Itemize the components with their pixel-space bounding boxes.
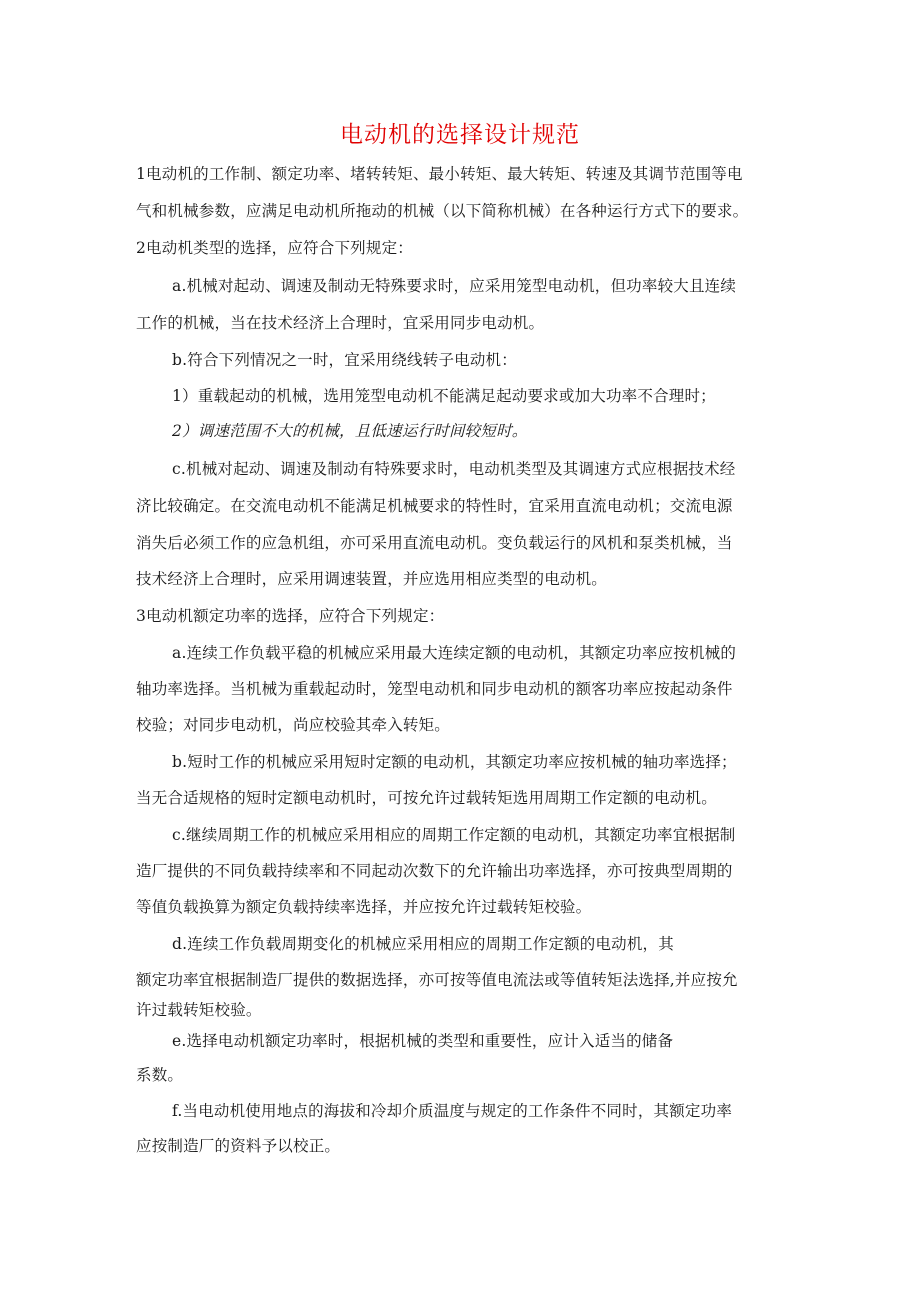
text-line: 气和机械参数，应满足电动机所拖动的机械（以下简称机械）在各种运行方式下的要求。 <box>136 202 749 220</box>
text-line: 3电动机额定功率的选择，应符合下列规定： <box>136 607 445 625</box>
text-line: a.机械对起动、调速及制动无特殊要求时，应采用笼型电动机，但功率较大且连续 <box>172 277 737 295</box>
text-line: c.机械对起动、调速及制动有特殊要求时，电动机类型及其调速方式应根据技术经 <box>172 460 736 478</box>
text-line: 济比较确定。在交流电动机不能满足机械要求的特性时，宜采用直流电动机；交流电源 <box>136 497 733 515</box>
page-title: 电动机的选择设计规范 <box>340 122 580 148</box>
text-line: 工作的机械，当在技术经济上合理时，宜采用同步电动机。 <box>136 314 545 332</box>
text-line: a.连续工作负载平稳的机械应采用最大连续定额的电动机，其额定功率应按机械的 <box>172 644 737 662</box>
text-line: 消失后必须工作的应急机组，亦可采用直流电动机。变负载运行的风机和泵类机械，当 <box>136 534 733 552</box>
text-line: 应按制造厂的资料予以校正。 <box>136 1137 341 1155</box>
text-line: 额定功率宜根据制造厂提供的数据选择，亦可按等值电流法或等值转矩法选择,并应按允 <box>136 971 738 989</box>
text-line: 等值负载换算为额定负载持续率选择，并应按允许过载转矩校验。 <box>136 898 592 916</box>
text-line: 许过载转矩校验。 <box>136 1001 262 1019</box>
text-line: e.选择电动机额定功率时，根据机械的类型和重要性，应计入适当的储备 <box>172 1032 674 1050</box>
text-line: 2）调速范围不大的机械，且低速运行时间较短时。 <box>172 422 528 440</box>
text-line: 1电动机的工作制、额定功率、堵转转矩、最小转矩、最大转矩、转速及其调节范围等电 <box>136 165 743 183</box>
text-line: 造厂提供的不同负载持续率和不同起动次数下的允许输出功率选择，亦可按典型周期的 <box>136 862 733 880</box>
text-line: 技术经济上合理时，应采用调速装置，并应选用相应类型的电动机。 <box>136 570 608 588</box>
text-line: b.短时工作的机械应采用短时定额的电动机，其额定功率应按机械的轴功率选择； <box>172 753 737 771</box>
text-line: 校验；对同步电动机，尚应校验其牵入转矩。 <box>136 716 451 734</box>
text-line: f.当电动机使用地点的海拔和冷却介质温度与规定的工作条件不同时，其额定功率 <box>172 1102 733 1120</box>
text-line: d.连续工作负载周期变化的机械应采用相应的周期工作定额的电动机，其 <box>172 935 674 953</box>
text-line: c.继续周期工作的机械应采用相应的周期工作定额的电动机，其额定功率宜根据制 <box>172 826 736 844</box>
text-line: b.符合下列情况之一时，宜采用绕线转子电动机： <box>172 351 517 369</box>
text-line: 1）重载起动的机械，选用笼型电动机不能满足起动要求或加大功率不合理时； <box>172 387 716 405</box>
text-line: 当无合适规格的短时定额电动机时，可按允许过载转矩选用周期工作定额的电动机。 <box>136 789 717 807</box>
text-line: 轴功率选择。当机械为重载起动时，笼型电动机和同步电动机的额客功率应按起动条件 <box>136 680 733 698</box>
text-line: 系数。 <box>136 1066 184 1084</box>
text-line: 2电动机类型的选择，应符合下列规定： <box>136 239 413 257</box>
